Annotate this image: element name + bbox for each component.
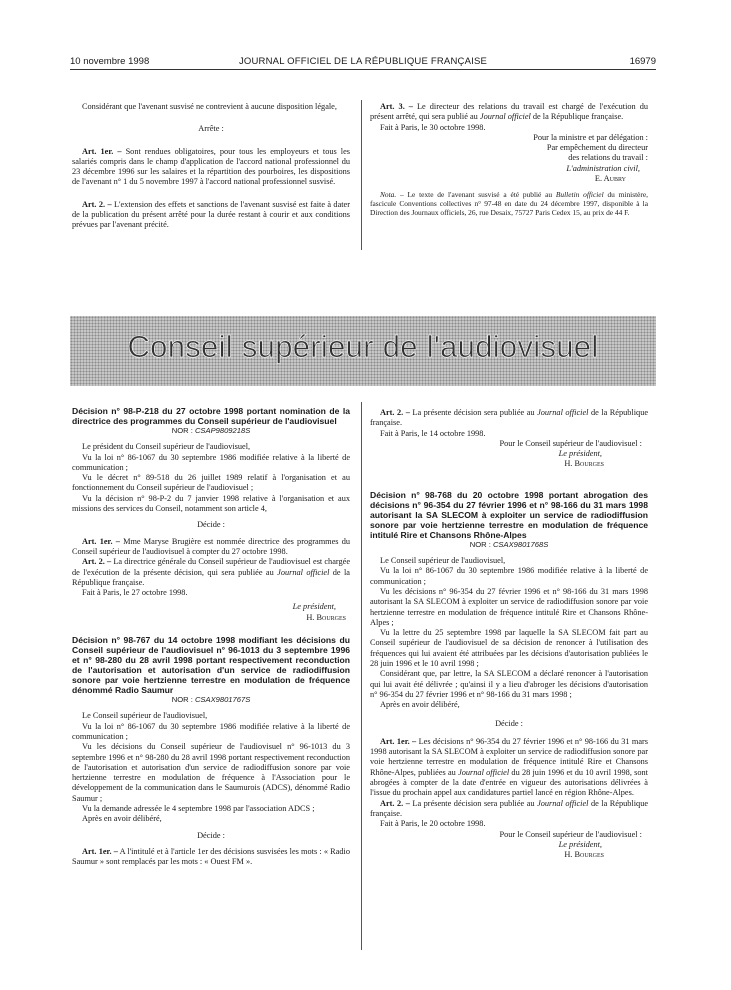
article-1: Art. 1er. – A l'intitulé et à l'article 1er des décisions susvisées les mots : « Radio Saumur » sont remplacés par les mots : « Ouest FM ». bbox=[72, 846, 351, 867]
arrete-heading: Arrête : bbox=[198, 124, 224, 134]
preamble-text: Le Conseil supérieur de l'audiovisuel, bbox=[82, 711, 208, 721]
issue-date: 10 novembre 1998 bbox=[70, 56, 150, 67]
article-1: Art. 1er. – Sont rendues obligatoires, pour tous les employeurs et tous les salariés compris dans le champ d'application de l'accord national professionnel du 23 décembre 1996 sur les salaires et la répartition des pourboires, les dispositions de l'avenant n° 1 du 5 novembre 1997 à l'accord national professionnel susvisé. bbox=[72, 146, 351, 187]
fait-date: Fait à Paris, le 30 octobre 1998. bbox=[380, 122, 486, 132]
preamble-text: Considérant que, par lettre, la SA SLECOM a déclaré renoncer à l'autorisation qui lui avait été délivrée ; qu'ainsi il y a lieu d'abroger les décisions d'autorisation n° 96-354 du 27 février 1996 et n° 98-166 du 31 mars 1998 ; bbox=[370, 669, 648, 699]
section-title: Conseil supérieur de l'audiovisuel bbox=[127, 329, 599, 364]
nota-note: Nota. – Le texte de l'avenant susvisé a été publié au Bulletin officiel du ministère, fascicule Conventions collectives n° 97-48 en date du 24 décembre 1997, disponible à la Direction des Journaux officiels, 26, rue Desaix, 75727 Paris Cedex 15, au prix de 44 F. bbox=[370, 190, 649, 218]
preamble-text: Vu le décret n° 89-518 du 26 juillet 1989 relatif à l'organisation et au fonctionnement du Conseil supérieur de l'audiovisuel ; bbox=[72, 473, 350, 493]
signature-block: Pour le Conseil supérieur de l'audiovisuel : Le président, H. Bourges bbox=[499, 438, 642, 469]
column-divider-top bbox=[361, 100, 362, 250]
preamble-text: Vu la loi n° 86-1067 du 30 septembre 1986 modifiée relative à la liberté de communication ; bbox=[370, 566, 648, 586]
article-2: Art. 2. – La présente décision sera publiée au Journal officiel de la République française. bbox=[370, 798, 649, 818]
preamble-text: Après en avoir délibéré, bbox=[82, 814, 162, 824]
article-1: Art. 1er. – Mme Maryse Brugière est nommée directrice des programmes du Conseil supérieur de l'audiovisuel à compter du 27 octobre 1998. bbox=[72, 536, 351, 556]
decide-heading: Décide : bbox=[197, 520, 225, 530]
fait-date: Fait à Paris, le 27 octobre 1998. bbox=[82, 588, 188, 598]
preamble-text: Vu la loi n° 86-1067 du 30 septembre 1986 modifiée relative à la liberté de communication ; bbox=[72, 721, 350, 741]
fait-date: Fait à Paris, le 20 octobre 1998. bbox=[380, 819, 486, 829]
preamble-text: Vu la lettre du 25 septembre 1998 par laquelle la SA SLECOM fait part au Conseil supérieur de l'audiovisuel de sa décision de renoncer à l'utilisation des fréquences qui lui avaient été attribuées par les décisions d'autorisation publiées le 28 juin 1996 et le 10 avril 1998 ; bbox=[370, 628, 648, 669]
article-2: Art. 2. – La présente décision sera publiée au Journal officiel de la République française. bbox=[370, 408, 649, 428]
decision-98-768-title: Décision n° 98-768 du 20 octobre 1998 portant abrogation des décisions n° 96-354 du 27 février 1996 et n° 98-166 du 31 mars 1998 autorisant la SA SLECOM à exploiter un service de radiodiffusion sonore par voie hertzienne terrestre en modulation de fréquence intitulé Rire et Chansons Rhône-Alpes bbox=[370, 489, 648, 540]
signature-block: Pour la ministre et par délégation : Par empêchement du directeur des relations du travail : L'administration civil, E. Aubry bbox=[533, 132, 648, 184]
preamble-text: Vu la décision n° 98-P-2 du 7 janvier 1998 relative à l'organisation et aux missions des services du Conseil, notamment son article 4, bbox=[72, 493, 350, 514]
lower-right-column bbox=[370, 408, 648, 860]
column-divider-bottom bbox=[361, 402, 362, 950]
decide-heading: Décide : bbox=[495, 718, 523, 728]
top-right-column bbox=[370, 102, 648, 217]
article-2: Art. 2. – L'extension des effets et sanctions de l'avenant susvisé est faite à dater de la publication du présent arrêté pour la durée restant à courir et aux conditions prévues par l'avenant précité. bbox=[72, 199, 351, 230]
preamble-text: Vu la demande adressée le 4 septembre 1998 par l'association ADCS ; bbox=[82, 804, 315, 814]
article-2: Art. 2. – La directrice générale du Conseil supérieur de l'audiovisuel est chargée de l'exécution de la présente décision, qui sera publiée au Journal officiel de la République française. bbox=[72, 557, 351, 587]
preamble-text: Vu les décisions du Conseil supérieur de l'audiovisuel n° 96-1013 du 3 septembre 1996 et n° 98-280 du 28 avril 1998 portant respectivement reconduction de l'autorisation et autorisation d'un service de radiodiffusion sonore par voie hertzienne terrestre en modulation de fréquence à l'Association pour le développement de la communication dans le Saumurois (ADCS), dénommé Radio Saumur ; bbox=[72, 742, 350, 803]
preamble-text: Le Conseil supérieur de l'audiovisuel, bbox=[380, 556, 506, 566]
preamble-text: Vu la loi n° 86-1067 du 30 septembre 1986 modifiée relative à la liberté de communication ; bbox=[72, 452, 350, 472]
page-number: 16979 bbox=[629, 56, 656, 67]
nor-reference: NOR : CSAP9809218S bbox=[171, 426, 251, 435]
considerant-text: Considérant que l'avenant susvisé ne contrevient à aucune disposition légale, bbox=[82, 102, 337, 111]
top-left-column bbox=[72, 102, 350, 231]
section-banner bbox=[70, 316, 656, 386]
journal-title: JOURNAL OFFICIEL DE LA RÉPUBLIQUE FRANÇAISE bbox=[238, 56, 488, 67]
preamble-text: Après en avoir délibéré, bbox=[380, 700, 460, 710]
decision-98-P-218-title: Décision n° 98-P-218 du 27 octobre 1998 portant nomination de la directrice des programmes du Conseil supérieur de l'audiovisuel bbox=[72, 406, 350, 426]
decision-98-767-title: Décision n° 98-767 du 14 octobre 1998 modifiant les décisions du Conseil supérieur de l'audiovisuel n° 96-1013 du 3 septembre 1996 et n° 98-280 du 28 avril 1998 portant respectivement reconduction de l'autorisation et autorisation d'un service de radiodiffusion sonore par voie hertzienne terrestre en modulation de fréquence dénommé Radio Saumur bbox=[72, 635, 350, 696]
nor-reference: NOR : CSAX9801768S bbox=[469, 539, 549, 549]
lower-left-column bbox=[72, 406, 350, 868]
decide-heading: Décide : bbox=[197, 830, 225, 840]
article-3: Art. 3. – Le directeur des relations du travail est chargé de l'exécution du présent arrêté, qui sera publié au Journal officiel de la République française. bbox=[370, 102, 648, 122]
header-rule bbox=[70, 69, 656, 70]
signature-block: Le président, H. Bourges bbox=[292, 602, 346, 622]
preamble-text: Vu les décisions n° 96-354 du 27 février 1996 et n° 98-166 du 31 mars 1998 autorisant la SA SLECOM à exploiter un service de radiodiffusion sonore par voie hertzienne terrestre en modulation de fréquence intitulé Rire et Chansons Rhône-Alpes ; bbox=[370, 586, 648, 627]
running-header bbox=[70, 56, 656, 70]
article-1: Art. 1er. – Les décisions n° 96-354 du 27 février 1996 et n° 98-166 du 31 mars 1998 autorisant la SA SLECOM à exploiter un service de radiodiffusion sonore par voie hertzienne terrestre en modulation de fréquence intitulé Rire et Chansons Rhône-Alpes, publiées au Journal officiel du 28 juin 1996 et du 10 avril 1998, sont abrogées à compter de la date d'entrée en vigueur des autorisations délivrées à l'issue du prochain appel aux candidatures partiel lancé en région Rhône-Alpes. bbox=[370, 736, 648, 798]
preamble-text: Le président du Conseil supérieur de l'audiovisuel, bbox=[82, 442, 251, 452]
nor-reference: NOR : CSAX9801767S bbox=[171, 695, 251, 705]
signature-block: Pour le Conseil supérieur de l'audiovisuel : Le président, H. Bourges bbox=[499, 829, 642, 860]
fait-date: Fait à Paris, le 14 octobre 1998. bbox=[380, 428, 486, 438]
